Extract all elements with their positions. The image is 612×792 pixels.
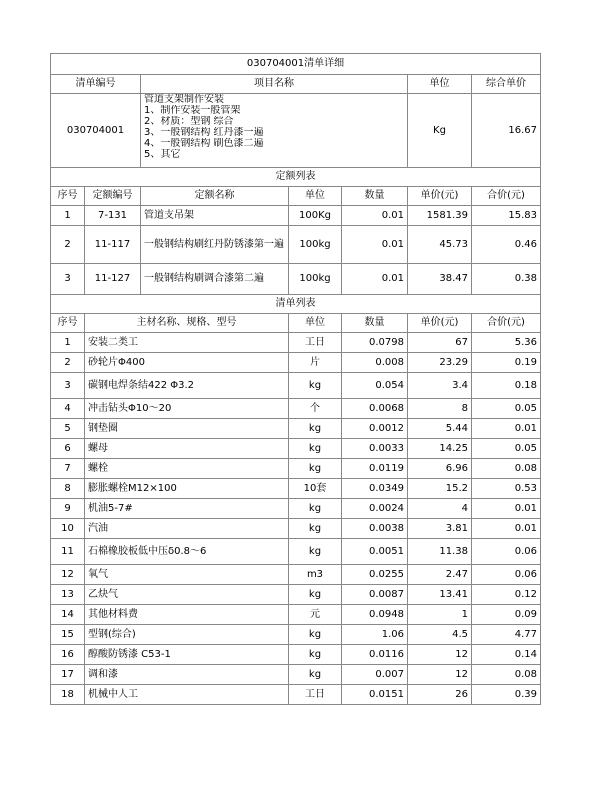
quota-unit: 100kg: [289, 264, 342, 295]
material-total: 0.01: [472, 519, 541, 539]
material-price: 12: [408, 645, 472, 665]
material-qty: 0.0255: [342, 565, 408, 585]
quota-code: 7-131: [85, 206, 141, 226]
material-row: [51, 373, 541, 399]
material-name: 石棉橡胶板低中压δ0.8～6: [85, 539, 289, 565]
material-price: 3.4: [408, 373, 472, 399]
material-name: 机械中人工: [85, 685, 289, 705]
item-price: 16.67: [472, 94, 541, 168]
quota-row: [51, 226, 541, 264]
material-name: 其他材料费: [85, 605, 289, 625]
material-row: [51, 353, 541, 373]
material-no: 18: [51, 685, 85, 705]
quota-no: 2: [51, 226, 85, 264]
quota-code: 11-127: [85, 264, 141, 295]
material-row: [51, 625, 541, 645]
material-name: 安装二类工: [85, 333, 289, 353]
material-price: 3.81: [408, 519, 472, 539]
material-total: 4.77: [472, 625, 541, 645]
material-unit: kg: [289, 665, 342, 685]
material-total: 0.06: [472, 539, 541, 565]
material-name: 氧气: [85, 565, 289, 585]
quota-qty: 0.01: [342, 226, 408, 264]
materials-col-total: 合价(元): [472, 314, 541, 333]
material-qty: 0.008: [342, 353, 408, 373]
material-no: 17: [51, 665, 85, 685]
bill-detail-sheet: [50, 53, 540, 705]
material-unit: kg: [289, 519, 342, 539]
quota-col-name: 定额名称: [141, 187, 289, 206]
quota-price: 1581.39: [408, 206, 472, 226]
material-price: 26: [408, 685, 472, 705]
material-total: 0.12: [472, 585, 541, 605]
material-total: 0.39: [472, 685, 541, 705]
material-no: 2: [51, 353, 85, 373]
description-line: 3、一般钢结构 红丹漆一遍: [144, 127, 264, 138]
material-name: 醇酸防锈漆 C53-1: [85, 645, 289, 665]
material-no: 1: [51, 333, 85, 353]
header-unit: 单位: [408, 75, 472, 94]
material-row: [51, 459, 541, 479]
material-name: 砂轮片Φ400: [85, 353, 289, 373]
quota-name: 管道支吊架: [141, 206, 289, 226]
material-price: 14.25: [408, 439, 472, 459]
material-row: [51, 685, 541, 705]
header-code: 清单编号: [51, 75, 141, 94]
quota-name: 一般钢结构刷红丹防锈漆第一遍: [141, 226, 289, 264]
material-total: 0.53: [472, 479, 541, 499]
quota-col-total: 合价(元): [472, 187, 541, 206]
material-unit: m3: [289, 565, 342, 585]
header-price: 综合单价: [472, 75, 541, 94]
quota-qty: 0.01: [342, 206, 408, 226]
quota-price: 38.47: [408, 264, 472, 295]
material-price: 6.96: [408, 459, 472, 479]
material-total: 0.05: [472, 439, 541, 459]
item-unit: Kg: [408, 94, 472, 168]
material-name: 膨胀螺栓M12×100: [85, 479, 289, 499]
material-unit: 片: [289, 353, 342, 373]
material-name: 调和漆: [85, 665, 289, 685]
material-qty: 0.0119: [342, 459, 408, 479]
description-line: 管道支架制作安装: [144, 94, 224, 105]
material-no: 11: [51, 539, 85, 565]
material-row: [51, 585, 541, 605]
material-name: 型钢(综合): [85, 625, 289, 645]
material-total: 0.06: [472, 565, 541, 585]
material-unit: 元: [289, 605, 342, 625]
material-qty: 0.0012: [342, 419, 408, 439]
quota-header-row: [51, 187, 541, 206]
material-row: [51, 519, 541, 539]
material-no: 14: [51, 605, 85, 625]
material-name: 冲击钻头Φ10～20: [85, 399, 289, 419]
quota-col-qty: 数量: [342, 187, 408, 206]
description-line: 4、一般钢结构 刷色漆二遍: [144, 138, 264, 149]
material-unit: kg: [289, 459, 342, 479]
item-code: 030704001: [51, 94, 141, 168]
material-row: [51, 645, 541, 665]
material-no: 5: [51, 419, 85, 439]
material-qty: 0.0068: [342, 399, 408, 419]
material-qty: 0.0038: [342, 519, 408, 539]
materials-col-price: 单价(元): [408, 314, 472, 333]
material-no: 7: [51, 459, 85, 479]
description-line: 5、其它: [144, 149, 181, 160]
material-price: 4.5: [408, 625, 472, 645]
bill-detail-table: [50, 53, 541, 705]
material-unit: kg: [289, 585, 342, 605]
quota-total: 0.38: [472, 264, 541, 295]
material-qty: 0.0948: [342, 605, 408, 625]
material-row: [51, 399, 541, 419]
material-qty: 0.0033: [342, 439, 408, 459]
material-total: 0.08: [472, 459, 541, 479]
quota-col-no: 序号: [51, 187, 85, 206]
quota-name: 一般钢结构刷调合漆第二遍: [141, 264, 289, 295]
material-total: 0.18: [472, 373, 541, 399]
material-no: 12: [51, 565, 85, 585]
material-row: [51, 565, 541, 585]
material-total: 0.01: [472, 419, 541, 439]
material-price: 11.38: [408, 539, 472, 565]
quota-col-code: 定额编号: [85, 187, 141, 206]
quota-row: [51, 264, 541, 295]
quota-total: 15.83: [472, 206, 541, 226]
materials-header-row: [51, 314, 541, 333]
material-row: [51, 333, 541, 353]
header-name: 项目名称: [141, 75, 408, 94]
sheet-title: 030704001清单详细: [51, 54, 541, 75]
material-no: 15: [51, 625, 85, 645]
material-qty: 0.0349: [342, 479, 408, 499]
material-name: 乙炔气: [85, 585, 289, 605]
material-price: 13.41: [408, 585, 472, 605]
quota-unit: 100Kg: [289, 206, 342, 226]
material-price: 5.44: [408, 419, 472, 439]
material-price: 1: [408, 605, 472, 625]
materials-col-qty: 数量: [342, 314, 408, 333]
material-name: 钢垫圈: [85, 419, 289, 439]
material-qty: 0.0024: [342, 499, 408, 519]
material-no: 9: [51, 499, 85, 519]
material-price: 12: [408, 665, 472, 685]
material-qty: 0.054: [342, 373, 408, 399]
material-unit: kg: [289, 419, 342, 439]
quota-row: [51, 206, 541, 226]
material-row: [51, 499, 541, 519]
material-total: 0.09: [472, 605, 541, 625]
quota-no: 3: [51, 264, 85, 295]
quota-price: 45.73: [408, 226, 472, 264]
item-description: [141, 94, 408, 168]
material-unit: 工日: [289, 333, 342, 353]
material-no: 10: [51, 519, 85, 539]
material-price: 23.29: [408, 353, 472, 373]
material-no: 6: [51, 439, 85, 459]
materials-col-name: 主材名称、规格、型号: [85, 314, 289, 333]
material-qty: 0.0151: [342, 685, 408, 705]
material-qty: 0.0116: [342, 645, 408, 665]
material-no: 3: [51, 373, 85, 399]
material-unit: 个: [289, 399, 342, 419]
material-unit: kg: [289, 645, 342, 665]
material-total: 0.08: [472, 665, 541, 685]
material-row: [51, 539, 541, 565]
quota-section-title: 定额列表: [51, 168, 541, 187]
material-total: 0.01: [472, 499, 541, 519]
materials-col-unit: 单位: [289, 314, 342, 333]
material-name: 机油5-7#: [85, 499, 289, 519]
materials-col-no: 序号: [51, 314, 85, 333]
description-line: 2、材质：型钢 综合: [144, 116, 234, 127]
material-qty: 0.007: [342, 665, 408, 685]
material-unit: kg: [289, 499, 342, 519]
material-unit: kg: [289, 373, 342, 399]
materials-section-title: 清单列表: [51, 295, 541, 314]
quota-col-price: 单价(元): [408, 187, 472, 206]
material-row: [51, 665, 541, 685]
quota-no: 1: [51, 206, 85, 226]
quota-col-unit: 单位: [289, 187, 342, 206]
material-qty: 0.0798: [342, 333, 408, 353]
material-row: [51, 419, 541, 439]
material-price: 15.2: [408, 479, 472, 499]
material-row: [51, 605, 541, 625]
material-no: 8: [51, 479, 85, 499]
material-row: [51, 439, 541, 459]
material-no: 4: [51, 399, 85, 419]
material-unit: 工日: [289, 685, 342, 705]
material-qty: 1.06: [342, 625, 408, 645]
material-qty: 0.0051: [342, 539, 408, 565]
material-unit: kg: [289, 539, 342, 565]
material-total: 0.14: [472, 645, 541, 665]
material-price: 2.47: [408, 565, 472, 585]
material-name: 螺母: [85, 439, 289, 459]
quota-unit: 100kg: [289, 226, 342, 264]
material-price: 4: [408, 499, 472, 519]
material-total: 5.36: [472, 333, 541, 353]
material-name: 汽油: [85, 519, 289, 539]
material-name: 螺栓: [85, 459, 289, 479]
material-no: 16: [51, 645, 85, 665]
material-unit: kg: [289, 625, 342, 645]
material-name: 碳钢电焊条结422 Φ3.2: [85, 373, 289, 399]
material-qty: 0.0087: [342, 585, 408, 605]
description-line: 1、制作安装一般管架: [144, 105, 241, 116]
material-total: 0.19: [472, 353, 541, 373]
material-unit: 10套: [289, 479, 342, 499]
quota-code: 11-117: [85, 226, 141, 264]
quota-total: 0.46: [472, 226, 541, 264]
material-unit: kg: [289, 439, 342, 459]
material-row: [51, 479, 541, 499]
material-total: 0.05: [472, 399, 541, 419]
material-no: 13: [51, 585, 85, 605]
material-price: 67: [408, 333, 472, 353]
material-price: 8: [408, 399, 472, 419]
quota-qty: 0.01: [342, 264, 408, 295]
